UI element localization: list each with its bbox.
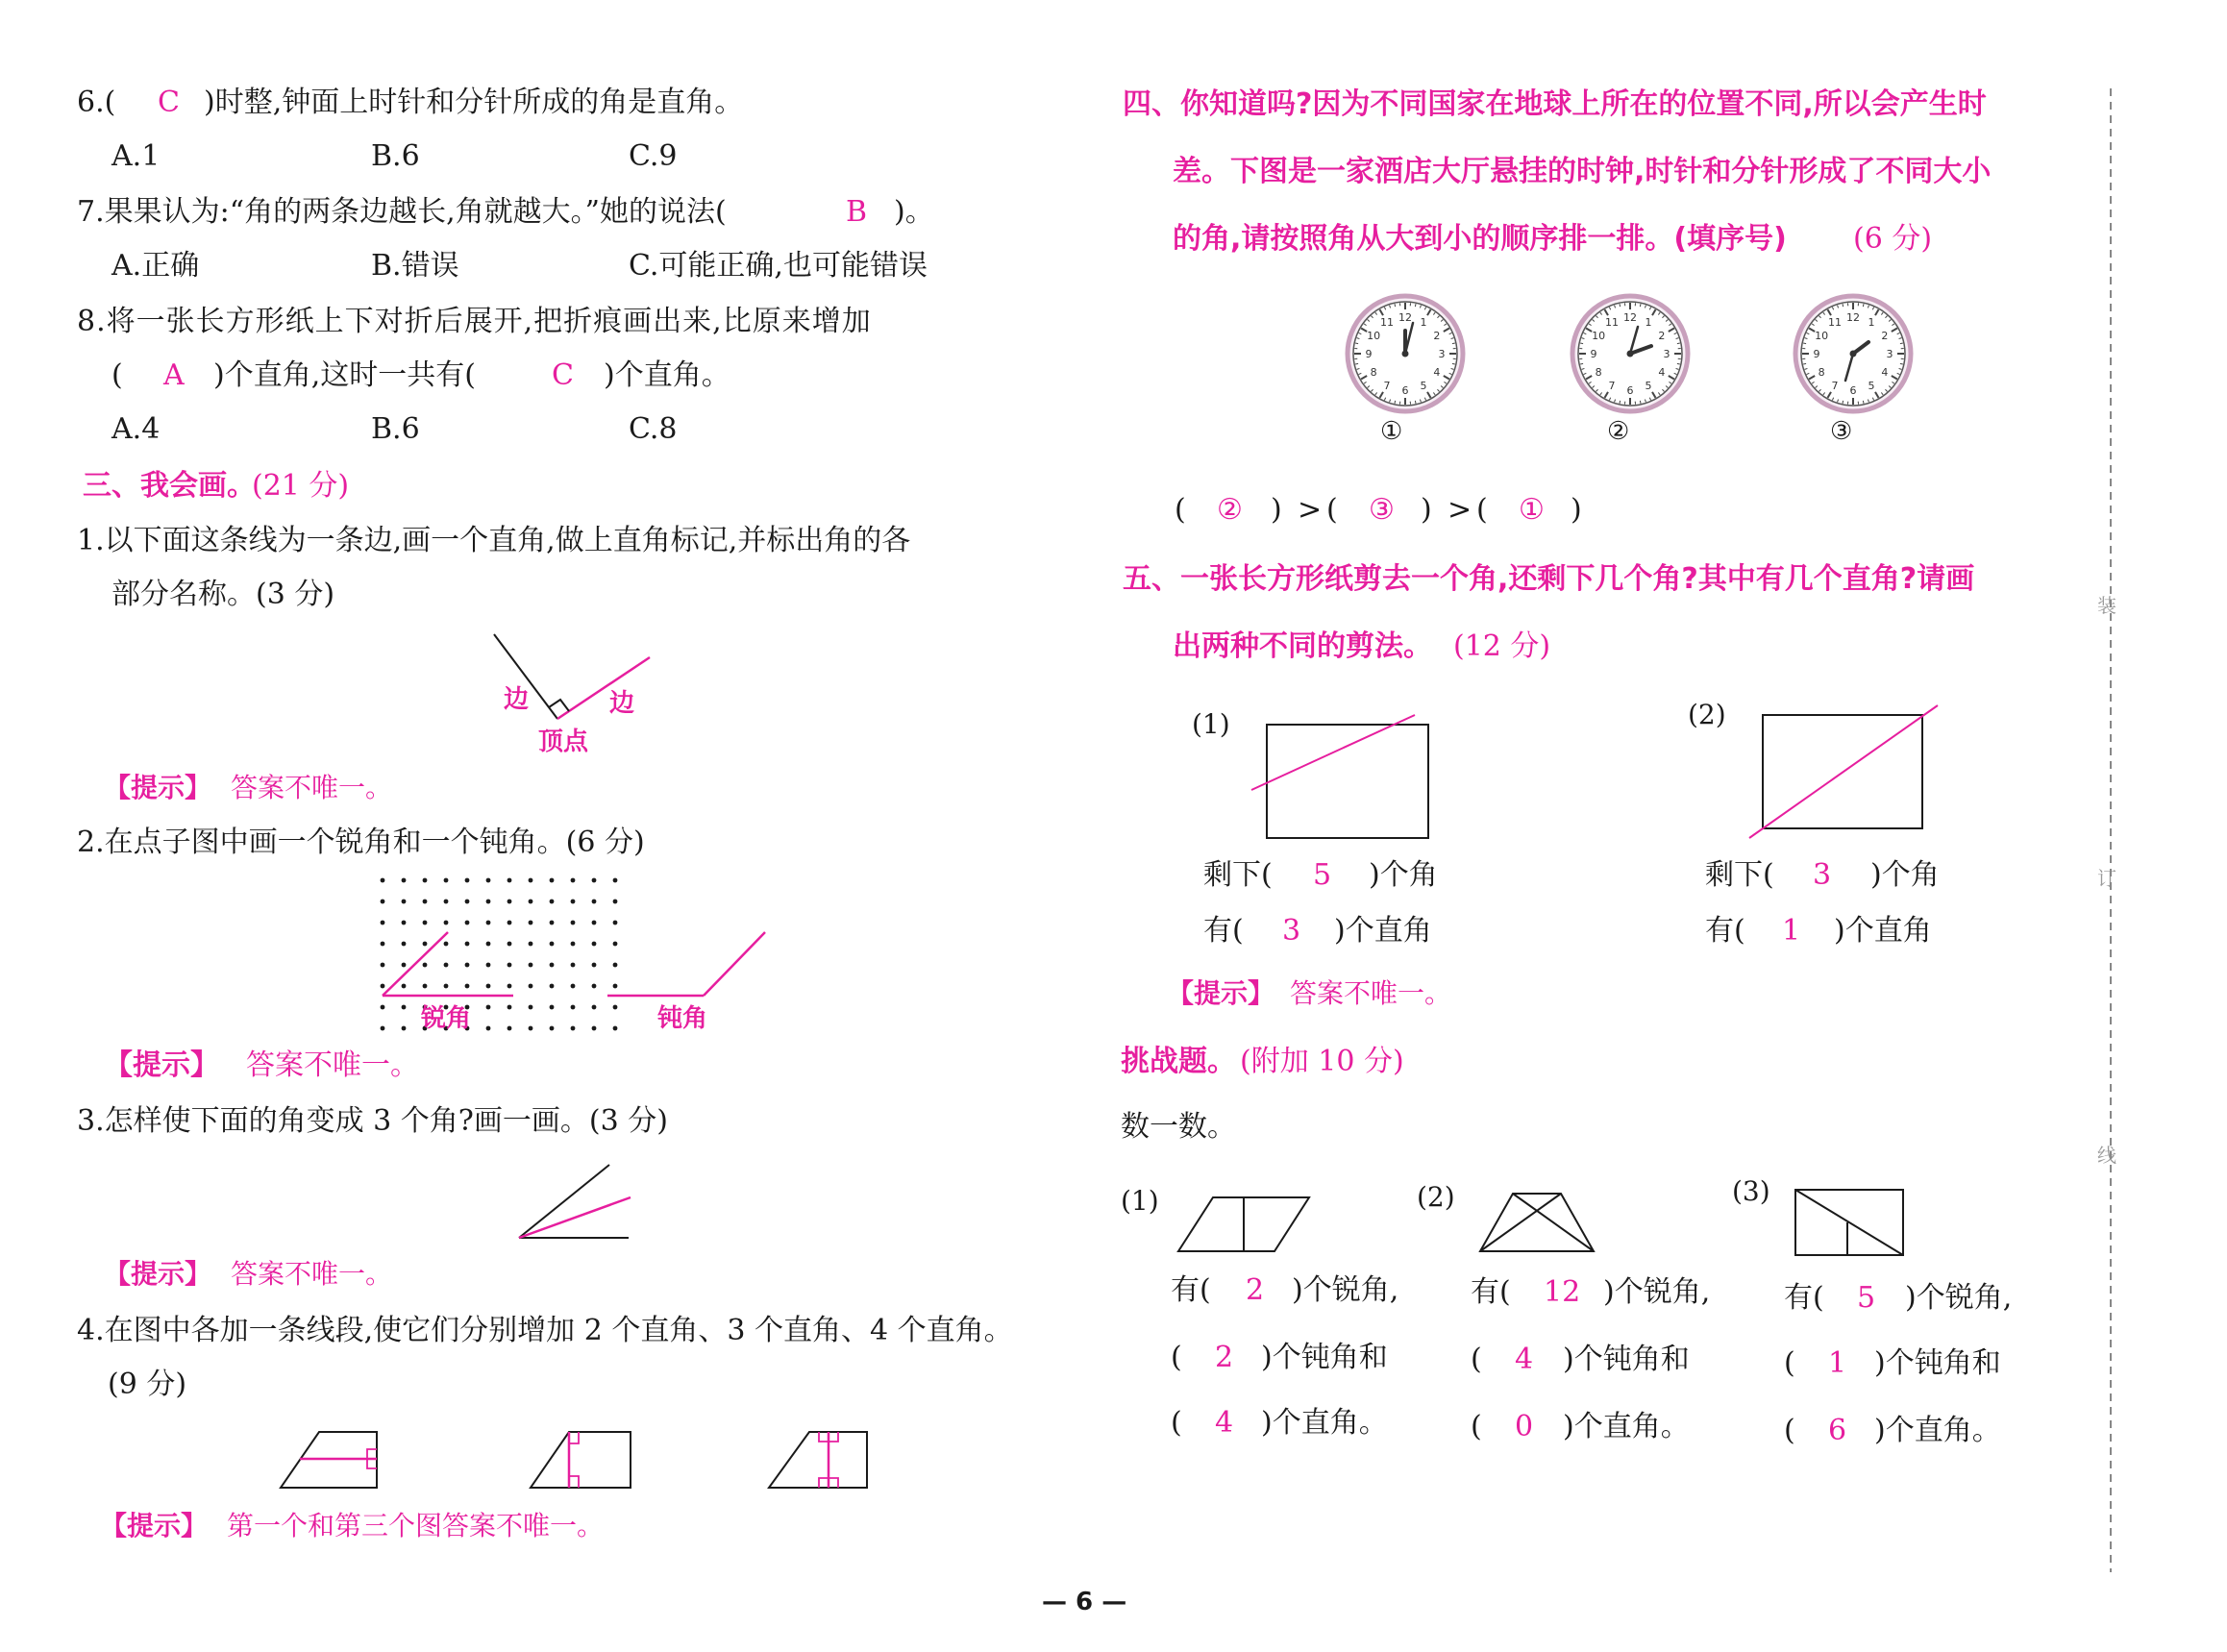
- obtuse-pre: (: [1171, 1341, 1182, 1374]
- case-1-label: (1): [1192, 708, 1230, 740]
- clock-numeral: 11: [1605, 316, 1619, 330]
- clock-label-3: ③: [1830, 417, 1853, 446]
- grid-dot: [423, 900, 428, 904]
- clock-tick: [1640, 401, 1641, 404]
- q6-option-a: A.1: [111, 139, 161, 173]
- clock-tick: [1620, 304, 1621, 307]
- clock-tick: [1677, 343, 1680, 344]
- item-1-label: (1): [1121, 1185, 1159, 1217]
- p4-figure-2: [531, 1432, 631, 1488]
- clock-tick: [1395, 401, 1396, 404]
- clock-center: [1850, 351, 1857, 358]
- order-open-2: (: [1326, 493, 1338, 527]
- grid-dot: [571, 963, 576, 968]
- q8-answer-2: C: [552, 358, 574, 392]
- grid-dot: [571, 900, 576, 904]
- right-pre: (: [1471, 1410, 1482, 1443]
- case-2-right: 1: [1782, 914, 1801, 948]
- clock-center: [1402, 351, 1409, 358]
- grid-dot: [507, 921, 512, 925]
- case-1-remain-pre: 剩下(: [1203, 858, 1273, 892]
- hint-text: 答案不唯一。: [231, 772, 393, 803]
- grid-dot: [423, 963, 428, 968]
- clock-center: [1627, 351, 1634, 358]
- q6-option-b: B.6: [371, 139, 420, 173]
- grid-dot: [402, 1005, 407, 1010]
- acute-pre: 有(: [1784, 1281, 1824, 1315]
- clock-numeral: 1: [1645, 316, 1652, 330]
- item-1-acute: 2: [1246, 1273, 1265, 1307]
- clock-numeral: 8: [1595, 366, 1602, 379]
- grid-dot: [529, 921, 533, 925]
- clock-numeral: 3: [1663, 348, 1670, 360]
- acute-pre: 有(: [1471, 1275, 1511, 1309]
- right-post: )个直角。: [1261, 1406, 1388, 1440]
- grid-dot: [550, 942, 555, 947]
- clock-numeral: 9: [1813, 348, 1820, 360]
- grid-dot: [613, 878, 618, 883]
- grid-dot: [465, 984, 470, 989]
- grid-dot: [529, 1005, 533, 1010]
- order-open-1: (: [1175, 493, 1186, 527]
- clock-numeral: 1: [1868, 316, 1875, 330]
- clock-numeral: 8: [1818, 366, 1825, 379]
- hint-tag: 【提示】: [104, 772, 212, 803]
- clock-tick: [1863, 304, 1864, 307]
- vertex-label: 顶点: [538, 727, 589, 756]
- grid-dot: [486, 878, 491, 883]
- grid-dot: [402, 900, 407, 904]
- grid-dot: [381, 984, 385, 989]
- q7-answer: B: [846, 195, 868, 229]
- clock-numeral: 4: [1658, 366, 1666, 379]
- order-answer-2: ③: [1369, 493, 1395, 527]
- grid-dot: [423, 921, 428, 925]
- hint-tag: 【提示】: [100, 1510, 209, 1541]
- challenge-subtitle: 数一数。: [1121, 1110, 1236, 1144]
- grid-dot: [507, 900, 512, 904]
- grid-dot: [423, 984, 428, 989]
- obtuse-post: )个钝角和: [1563, 1343, 1690, 1376]
- challenge-figure-3: [1795, 1190, 1903, 1255]
- grid-dot: [571, 984, 576, 989]
- case-2-label: (2): [1688, 699, 1726, 730]
- right-pre: (: [1171, 1406, 1182, 1440]
- case-1-remain-post: )个角: [1369, 858, 1438, 892]
- clock-tick: [1803, 363, 1806, 364]
- order-close-2: ): [1421, 493, 1432, 527]
- grid-dot: [592, 1005, 597, 1010]
- clock-tick: [1620, 401, 1621, 404]
- q6-answer: C: [158, 86, 180, 119]
- grid-dot: [613, 942, 618, 947]
- margin-char-1: 装: [2097, 594, 2116, 617]
- clock-numeral: 4: [1433, 366, 1441, 379]
- item-3-label: (3): [1732, 1175, 1770, 1207]
- grid-dot: [507, 963, 512, 968]
- grid-dot: [486, 900, 491, 904]
- grid-dot: [444, 942, 449, 947]
- q8-middle: )个直角,这时一共有(: [213, 358, 476, 392]
- grid-dot: [550, 963, 555, 968]
- clock-numeral: 7: [1831, 379, 1839, 392]
- page-number: — 6 —: [1042, 1588, 1127, 1616]
- clock-numeral: 6: [1849, 384, 1857, 397]
- cut-figure-2: [1749, 705, 1938, 838]
- clock-numeral: 10: [1592, 330, 1606, 342]
- hint-text: 答案不唯一。: [246, 1048, 419, 1082]
- clock-tick: [1803, 343, 1806, 344]
- grid-dot: [486, 984, 491, 989]
- challenge-figure-2: [1480, 1194, 1594, 1251]
- side-label-b: 边: [609, 689, 635, 718]
- grid-dot: [613, 921, 618, 925]
- cut-figure-1: [1251, 715, 1428, 838]
- grid-dot: [444, 878, 449, 883]
- clock-tick: [1900, 363, 1903, 364]
- q6-text: )时整,钟面上时针和分针所成的角是直角。: [204, 86, 744, 119]
- grid-dot: [486, 963, 491, 968]
- grid-dot: [486, 1026, 491, 1031]
- clock-label-1: ①: [1380, 417, 1403, 446]
- q7-prefix: 7.果果认为:“角的两条边越长,角就越大。”她的说法(: [77, 195, 727, 229]
- clock-2: [1572, 296, 1688, 411]
- grid-dot: [507, 1005, 512, 1010]
- grid-dot: [381, 900, 385, 904]
- q6-prefix: 6.(: [77, 86, 116, 119]
- order-answer-3: ①: [1519, 493, 1545, 527]
- right-post: )个直角。: [1874, 1414, 2001, 1447]
- clock-numeral: 5: [1420, 379, 1427, 392]
- clock-numeral: 2: [1433, 330, 1441, 342]
- p4-line2: (9 分): [108, 1368, 187, 1401]
- clock-numeral: 12: [1398, 311, 1412, 324]
- q7-option-a: A.正确: [111, 249, 200, 283]
- obtuse-pre: (: [1471, 1343, 1482, 1376]
- grid-dot: [613, 1005, 618, 1010]
- grid-dot: [507, 942, 512, 947]
- clock-tick: [1677, 363, 1680, 364]
- section-4-score: (6 分): [1853, 222, 1933, 256]
- grid-dot: [381, 963, 385, 968]
- grid-dot: [592, 942, 597, 947]
- section-4-line2: 差。下图是一家酒店大厅悬挂的时钟,时针和分针形成了不同大小: [1173, 155, 1992, 188]
- drawn-side-line: [557, 657, 650, 719]
- order-answer-1: ②: [1217, 493, 1243, 527]
- clock-numeral: 7: [1383, 379, 1391, 392]
- clock-numeral: 11: [1828, 316, 1842, 330]
- grid-dot: [550, 921, 555, 925]
- clock-numeral: 5: [1868, 379, 1875, 392]
- clock-numeral: 12: [1623, 311, 1637, 324]
- clock-numeral: 12: [1846, 311, 1860, 324]
- clock-numeral: 5: [1645, 379, 1652, 392]
- grid-dot: [486, 1005, 491, 1010]
- right-pre: (: [1784, 1414, 1795, 1447]
- item-3-acute: 5: [1857, 1281, 1876, 1315]
- hint-tag: 【提示】: [104, 1048, 219, 1082]
- grid-dot: [402, 1026, 407, 1031]
- case-2-remain-post: )个角: [1870, 858, 1940, 892]
- p2-line: 2.在点子图中画一个锐角和一个钝角。(6 分): [77, 826, 645, 859]
- margin-char-3: 线: [2097, 1144, 2116, 1167]
- hint-tag: 【提示】: [104, 1258, 212, 1290]
- grid-dot: [444, 963, 449, 968]
- grid-dot: [381, 1026, 385, 1031]
- p4-line1: 4.在图中各加一条线段,使它们分别增加 2 个直角、3 个直角、4 个直角。: [77, 1314, 1013, 1347]
- margin-char-2: 订: [2097, 867, 2116, 890]
- clock-numeral: 3: [1886, 348, 1893, 360]
- side-label-a: 边: [504, 685, 530, 714]
- grid-dot: [613, 1026, 618, 1031]
- clock-tick: [1415, 401, 1416, 404]
- clock-numeral: 6: [1626, 384, 1634, 397]
- grid-dot: [507, 984, 512, 989]
- dot-grid: [381, 878, 618, 1031]
- grid-dot: [529, 942, 533, 947]
- order-close-1: ): [1271, 493, 1282, 527]
- clock-numeral: 7: [1608, 379, 1616, 392]
- section-5-score: (12 分): [1453, 629, 1551, 663]
- grid-dot: [486, 921, 491, 925]
- grid-dot: [571, 1005, 576, 1010]
- clock-numeral: 3: [1438, 348, 1446, 360]
- grid-dot: [592, 963, 597, 968]
- acute-post: )个锐角,: [1905, 1281, 2013, 1315]
- grid-dot: [507, 1026, 512, 1031]
- p4-figure-3: [769, 1432, 867, 1488]
- grid-dot: [529, 900, 533, 904]
- grid-dot: [444, 984, 449, 989]
- challenge-score: (附加 10 分): [1240, 1045, 1404, 1078]
- clock-numeral: 9: [1365, 348, 1373, 360]
- acute-post: )个锐角,: [1292, 1273, 1399, 1307]
- q8-suffix: )个直角。: [604, 358, 730, 392]
- grid-dot: [592, 984, 597, 989]
- grid-dot: [592, 921, 597, 925]
- grid-dot: [465, 942, 470, 947]
- grid-dot: [402, 984, 407, 989]
- clock-tick: [1900, 343, 1903, 344]
- grid-dot: [402, 878, 407, 883]
- grid-dot: [465, 878, 470, 883]
- grid-dot: [550, 984, 555, 989]
- grid-dot: [423, 878, 428, 883]
- clock-tick: [1415, 304, 1416, 307]
- grid-dot: [613, 963, 618, 968]
- order-close-3: ): [1571, 493, 1582, 527]
- grid-dot: [465, 963, 470, 968]
- grid-dot: [381, 1005, 385, 1010]
- q8-option-a: A.4: [111, 412, 161, 446]
- item-2-label: (2): [1417, 1181, 1455, 1213]
- case-2-remain: 3: [1813, 858, 1832, 892]
- section-3-title: 三、我会画。: [83, 469, 256, 503]
- clock-tick: [1355, 363, 1358, 364]
- grid-dot: [571, 878, 576, 883]
- grid-dot: [402, 921, 407, 925]
- q7-option-b: B.错误: [371, 249, 459, 283]
- grid-dot: [402, 963, 407, 968]
- p3-line: 3.怎样使下面的角变成 3 个角?画一画。(3 分): [77, 1104, 668, 1138]
- grid-dot: [571, 1026, 576, 1031]
- clock-tick: [1355, 343, 1358, 344]
- p4-figure-1: [281, 1432, 377, 1488]
- q7-suffix: )。: [894, 195, 934, 229]
- grid-dot: [592, 900, 597, 904]
- grid-dot: [444, 921, 449, 925]
- q8-open: (: [111, 358, 123, 392]
- grid-dot: [381, 878, 385, 883]
- grid-dot: [381, 921, 385, 925]
- q8-answer-1: A: [163, 358, 185, 392]
- grid-dot: [381, 942, 385, 947]
- item-3-right: 6: [1828, 1414, 1847, 1447]
- clock-3: [1795, 296, 1911, 411]
- grid-dot: [529, 1026, 533, 1031]
- clock-tick: [1452, 363, 1455, 364]
- grid-dot: [550, 1005, 555, 1010]
- p1-line1: 1.以下面这条线为一条边,画一个直角,做上直角标记,并标出角的各: [77, 524, 911, 557]
- hint-tag: 【提示】: [1167, 977, 1275, 1009]
- acute-pre: 有(: [1171, 1273, 1211, 1307]
- grid-dot: [613, 900, 618, 904]
- case-2-remain-pre: 剩下(: [1705, 858, 1774, 892]
- grid-dot: [592, 1026, 597, 1031]
- case-1-remain: 5: [1313, 858, 1332, 892]
- clock-numeral: 9: [1590, 348, 1597, 360]
- grid-dot: [550, 900, 555, 904]
- clock-numeral: 6: [1401, 384, 1409, 397]
- obtuse-post: )个钝角和: [1261, 1341, 1388, 1374]
- right-angle-mark: [549, 700, 569, 711]
- grid-dot: [507, 878, 512, 883]
- clock-1: [1348, 296, 1463, 411]
- item-1-right: 4: [1215, 1406, 1234, 1440]
- grid-dot: [571, 942, 576, 947]
- grid-dot: [486, 942, 491, 947]
- obtuse-angle-drawing: [607, 932, 765, 996]
- challenge-title: 挑战题。: [1121, 1045, 1236, 1078]
- clock-numeral: 10: [1815, 330, 1829, 342]
- clock-numeral: 10: [1367, 330, 1381, 342]
- clock-numeral: 2: [1881, 330, 1889, 342]
- grid-dot: [592, 878, 597, 883]
- grid-dot: [529, 963, 533, 968]
- clock-numeral: 4: [1881, 366, 1889, 379]
- acute-label: 锐角: [421, 1004, 472, 1033]
- q8-option-c: C.8: [629, 412, 678, 446]
- q6-option-c: C.9: [629, 139, 678, 173]
- clock-numeral: 1: [1420, 316, 1427, 330]
- q8-option-b: B.6: [371, 412, 420, 446]
- order-gt-2: >: [1448, 493, 1472, 527]
- clock-tick: [1580, 343, 1583, 344]
- clock-numeral: 11: [1380, 316, 1394, 330]
- p1-line2: 部分名称。(3 分): [111, 578, 335, 611]
- challenge-figure-1: [1178, 1197, 1309, 1251]
- section-4-line1: 四、你知道吗?因为不同国家在地球上所在的位置不同,所以会产生时: [1123, 87, 1987, 121]
- q8-line1: 8.将一张长方形纸上下对折后展开,把折痕画出来,比原来增加: [77, 305, 872, 338]
- q7-option-c: C.可能正确,也可能错误: [629, 249, 928, 283]
- grid-dot: [423, 942, 428, 947]
- clock-tick: [1863, 401, 1864, 404]
- right-post: )个直角。: [1563, 1410, 1690, 1443]
- item-1-obtuse: 2: [1215, 1341, 1234, 1374]
- section-5-line2: 出两种不同的剪法。: [1173, 629, 1432, 663]
- clock-numeral: 2: [1658, 330, 1666, 342]
- acute-post: )个锐角,: [1603, 1275, 1711, 1309]
- item-2-right: 0: [1515, 1410, 1534, 1443]
- grid-dot: [444, 900, 449, 904]
- obtuse-post: )个钝角和: [1874, 1346, 2001, 1380]
- hint-text: 第一个和第三个图答案不唯一。: [227, 1510, 605, 1541]
- order-open-3: (: [1476, 493, 1488, 527]
- clock-tick: [1452, 343, 1455, 344]
- item-2-obtuse: 4: [1515, 1343, 1534, 1376]
- grid-dot: [571, 921, 576, 925]
- clock-tick: [1580, 363, 1583, 364]
- clock-numeral: 8: [1370, 366, 1377, 379]
- grid-dot: [465, 900, 470, 904]
- order-gt-1: >: [1298, 493, 1323, 527]
- section-4-line3: 的角,请按照角从大到小的顺序排一排。(填序号): [1173, 222, 1787, 256]
- case-1-right-post: )个直角: [1334, 914, 1432, 948]
- case-2-right-post: )个直角: [1834, 914, 1932, 948]
- obtuse-label: 钝角: [657, 1004, 708, 1033]
- hint-text: 答案不唯一。: [1290, 977, 1452, 1009]
- grid-dot: [529, 984, 533, 989]
- clock-tick: [1640, 304, 1641, 307]
- item-2-acute: 12: [1544, 1275, 1581, 1309]
- item-3-obtuse: 1: [1828, 1346, 1847, 1380]
- grid-dot: [402, 942, 407, 947]
- case-2-right-pre: 有(: [1705, 914, 1745, 948]
- p3-angle-figure: [519, 1165, 631, 1238]
- grid-dot: [465, 921, 470, 925]
- grid-dot: [550, 878, 555, 883]
- section-3-score: (21 分): [252, 469, 350, 503]
- case-1-right: 3: [1282, 914, 1301, 948]
- clock-tick: [1395, 304, 1396, 307]
- section-5-line1: 五、一张长方形纸剪去一个角,还剩下几个角?其中有几个直角?请画: [1123, 562, 1975, 596]
- obtuse-pre: (: [1784, 1346, 1795, 1380]
- grid-dot: [613, 984, 618, 989]
- grid-dot: [529, 878, 533, 883]
- grid-dot: [550, 1026, 555, 1031]
- clock-label-2: ②: [1607, 417, 1630, 446]
- hint-text: 答案不唯一。: [231, 1258, 393, 1290]
- case-1-right-pre: 有(: [1203, 914, 1244, 948]
